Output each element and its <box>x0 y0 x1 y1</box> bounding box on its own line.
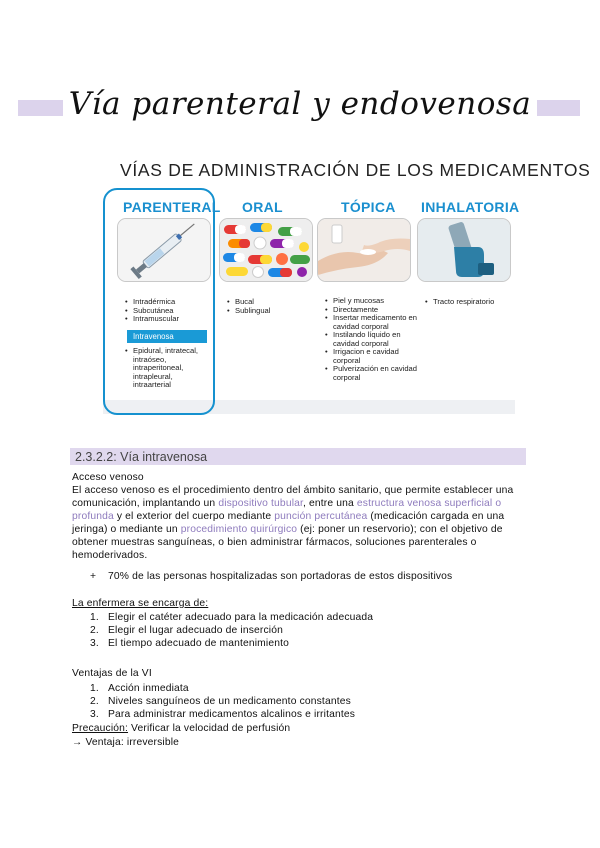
list-item: • Intradérmica <box>127 298 223 307</box>
list-text: Acción inmediata <box>108 683 189 694</box>
administration-routes-infographic <box>95 150 591 420</box>
list-item <box>72 708 532 721</box>
highlight-term: dispositivo tubular <box>218 498 304 509</box>
highlight-term: punción percutánea <box>274 511 368 522</box>
text-run: y el exterior del cuerpo mediante <box>113 511 275 522</box>
list-text: Elegir el lugar adecuado de inserción <box>108 625 283 636</box>
list-item <box>72 682 532 695</box>
list-item: • Insertar medicamento en cavidad corporal <box>327 314 419 331</box>
topica-list <box>317 297 419 382</box>
list-item: • Pulverización en cavidad corporal <box>327 365 419 382</box>
oral-list <box>219 298 319 315</box>
list-text: Elegir el catéter adecuado para la medicación adecuada <box>108 612 374 623</box>
list-number: 1. <box>90 612 99 623</box>
list-number: 3. <box>90 709 99 720</box>
list-item <box>72 695 532 708</box>
list-item <box>72 624 532 637</box>
parenteral-list-bottom <box>117 347 207 390</box>
highlight-intravenosa: Intravenosa <box>127 330 207 343</box>
infographic-heading: VÍAS DE ADMINISTRACIÓN DE LOS MEDICAMENTOS <box>120 160 591 180</box>
list-item: • Subcutánea <box>127 307 223 316</box>
list-text: Para administrar medicamentos alcalinos e irritantes <box>108 709 356 720</box>
inhalatoria-list <box>417 298 519 307</box>
page-title <box>0 86 600 122</box>
text-run: (ej: poner un reservorio); con el objetivo de obtener muestras sanguíneas, o bien administrar fármacos, soluciones parenterales o hemoderivados. <box>72 524 503 561</box>
advantage-arrow-line: → Ventaja: irreversible <box>72 737 180 748</box>
list-item: • Directamente <box>327 306 419 315</box>
subheading-acceso-venoso: Acceso venoso <box>72 472 144 483</box>
bullet-marker: + <box>90 571 97 582</box>
col-title-parenteral: PARENTERAL <box>123 199 221 215</box>
statistic-bullet <box>72 570 532 583</box>
precaution-label: Precaución: <box>72 723 129 734</box>
list-item: • Bucal <box>229 298 319 307</box>
bullet-text: 70% de las personas hospitalizadas son portadoras de estos dispositivos <box>108 571 453 582</box>
cream-hands-icon <box>317 218 411 282</box>
col-title-topica: TÓPICA <box>341 199 396 215</box>
pills-icon <box>219 218 313 282</box>
highlight-term: procedimiento quirúrgico <box>180 524 298 535</box>
list-number: 2. <box>90 696 99 707</box>
col-title-inhalatoria: INHALATORIA <box>421 199 520 215</box>
precaution-line <box>72 722 532 735</box>
syringe-icon <box>117 218 211 282</box>
intro-paragraph <box>72 484 532 562</box>
list-item: • Intramuscular <box>127 315 223 324</box>
list-text: El tiempo adecuado de mantenimiento <box>108 638 289 649</box>
list-number: 2. <box>90 625 99 636</box>
nurse-heading: La enfermera se encarga de: <box>72 598 209 609</box>
list-number: 3. <box>90 638 99 649</box>
list-item: • Instilando líquido en cavidad corporal <box>327 331 419 348</box>
text-run: El acceso venoso es el procedimiento dentro del ámbito sanitario, que permite establecer una comunicación, implantando un <box>72 485 514 509</box>
page-title-text: Vía parenteral y endovenosa <box>63 86 538 122</box>
section-heading: 2.3.2.2: Vía intravenosa <box>70 448 526 465</box>
list-item <box>72 637 532 650</box>
inhaler-icon <box>417 218 511 282</box>
advantages-list <box>72 682 532 721</box>
list-item <box>72 611 532 624</box>
text-run: (medicación cargada en una jeringa) o mediante un <box>72 511 505 535</box>
highlight-term: estructura venosa superficial o profunda <box>72 498 502 522</box>
text-run: , entre una <box>303 498 357 509</box>
list-number: 1. <box>90 683 99 694</box>
nurse-list <box>72 611 532 650</box>
list-item: • Piel y mucosas <box>327 297 419 306</box>
list-item: • Sublingual <box>229 307 319 316</box>
list-item: • Epidural, intratecal, intraóseo, intraperitoneal, intrapleural, intraarterial <box>127 347 207 390</box>
list-item: • Irrigacion e cavidad corporal <box>327 348 419 365</box>
list-text: Niveles sanguíneos de un medicamento constantes <box>108 696 351 707</box>
precaution-text: Verificar la velocidad de perfusión <box>128 723 291 734</box>
advantages-heading: Ventajas de la VI <box>72 668 152 679</box>
list-item: • Tracto respiratorio <box>427 298 519 307</box>
col-title-oral: ORAL <box>242 199 283 215</box>
parenteral-list-top <box>117 298 223 324</box>
